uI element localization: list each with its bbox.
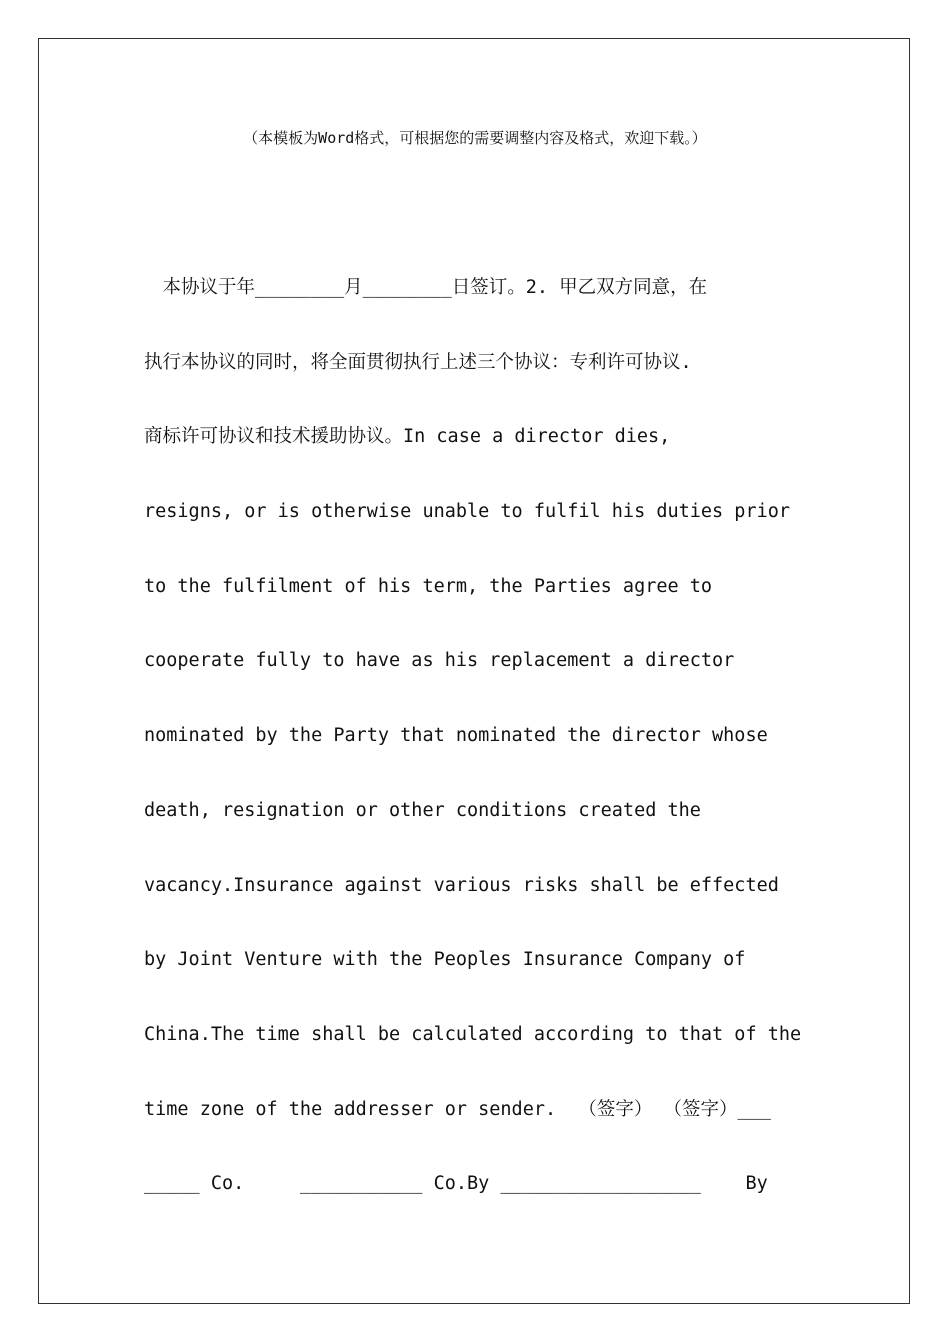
body-line: 执行本协议的同时，将全面贯彻执行上述三个协议：专利许可协议. — [144, 351, 692, 373]
signature-line: _____ Co. ___________ Co.By __________________ By — [144, 1173, 768, 1195]
body-line: to the fulfilment of his term, the Parties agree to — [144, 575, 713, 597]
signature-line: time zone of the addresser or sender. （签字） （签字）___ — [144, 1098, 771, 1120]
body-line: by Joint Venture with the Peoples Insurance Company of — [144, 949, 746, 971]
body-line: China.The time shall be calculated according to that of the — [144, 1023, 802, 1045]
body-line: death, resignation or other conditions created the — [144, 799, 701, 821]
body-line: resigns, or is otherwise unable to fulfil his duties prior — [144, 501, 791, 523]
body-line: 本协议于年________月________日签订。2. 甲乙双方同意，在 — [144, 277, 708, 298]
template-note: （本模板为Word格式，可根据您的需要调整内容及格式，欢迎下载。） — [243, 129, 707, 147]
agreement-body — [144, 266, 834, 1237]
body-line: 商标许可协议和技术援助协议。In case a director dies, — [144, 426, 671, 448]
body-line: vacancy.Insurance against various risks shall be effected — [144, 874, 779, 896]
body-line: nominated by the Party that nominated the director whose — [144, 725, 768, 747]
body-line: cooperate fully to have as his replacement a director — [144, 650, 735, 672]
